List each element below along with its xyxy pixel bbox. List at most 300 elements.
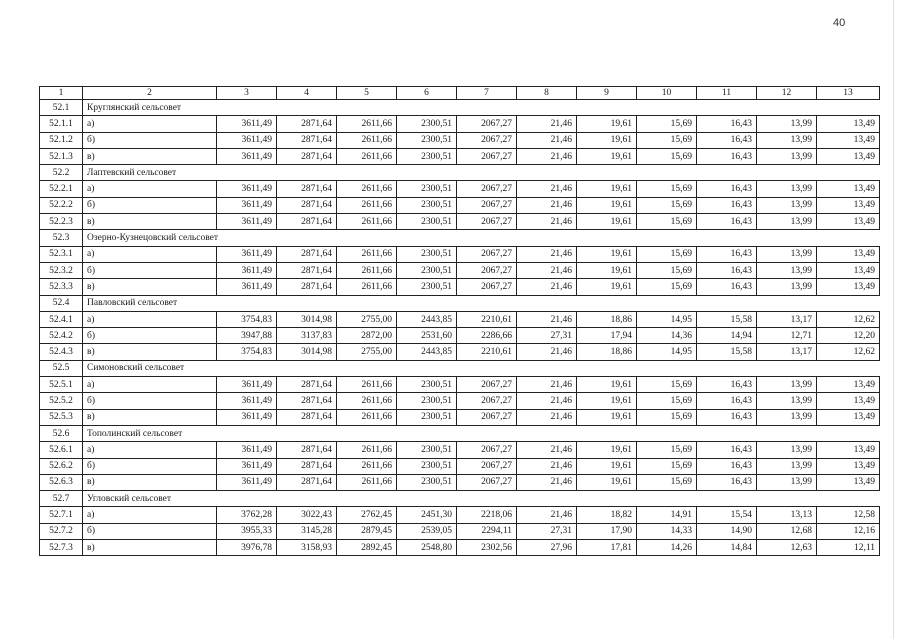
value-cell: 2067,27	[457, 279, 517, 295]
row-id: 52.1.3	[40, 148, 83, 164]
value-cell: 15,69	[637, 393, 697, 409]
value-cell: 2611,66	[337, 458, 397, 474]
row-option-label: в)	[83, 214, 217, 230]
value-cell: 13,49	[817, 197, 880, 213]
value-cell: 12,71	[757, 328, 817, 344]
header-cell: 3	[217, 87, 277, 100]
value-cell: 16,43	[697, 116, 757, 132]
value-cell: 13,99	[757, 197, 817, 213]
value-cell: 2879,45	[337, 523, 397, 539]
value-cell: 2871,64	[277, 458, 337, 474]
value-cell: 2871,64	[277, 214, 337, 230]
section-row	[40, 491, 880, 507]
value-cell: 15,58	[697, 311, 757, 327]
value-cell: 2300,51	[397, 246, 457, 262]
section-row	[40, 100, 880, 116]
value-cell: 21,46	[517, 132, 577, 148]
value-cell: 3976,78	[217, 540, 277, 556]
value-cell: 3611,49	[217, 442, 277, 458]
value-cell: 2443,85	[397, 344, 457, 360]
value-cell: 3611,49	[217, 262, 277, 278]
value-cell: 2755,00	[337, 311, 397, 327]
value-cell: 2443,85	[397, 311, 457, 327]
value-cell: 21,46	[517, 311, 577, 327]
header-cell: 8	[517, 87, 577, 100]
value-cell: 16,43	[697, 148, 757, 164]
row-option-label: б)	[83, 523, 217, 539]
value-cell: 2300,51	[397, 474, 457, 490]
value-cell: 2871,64	[277, 181, 337, 197]
header-cell: 4	[277, 87, 337, 100]
value-cell: 13,49	[817, 409, 880, 425]
row-id: 52.2.3	[40, 214, 83, 230]
value-cell: 13,49	[817, 442, 880, 458]
section-name: Озерно-Кузнецовский сельсовет	[83, 230, 880, 246]
section-row	[40, 425, 880, 441]
row-id: 52.3.2	[40, 262, 83, 278]
value-cell: 21,46	[517, 458, 577, 474]
value-cell: 14,94	[697, 328, 757, 344]
value-cell: 3611,49	[217, 132, 277, 148]
value-cell: 2611,66	[337, 262, 397, 278]
value-cell: 2871,64	[277, 262, 337, 278]
row-id: 52.7.2	[40, 523, 83, 539]
row-id: 52.3.1	[40, 246, 83, 262]
value-cell: 2611,66	[337, 132, 397, 148]
value-cell: 13,99	[757, 148, 817, 164]
header-cell: 5	[337, 87, 397, 100]
value-cell: 3611,49	[217, 393, 277, 409]
value-cell: 21,46	[517, 214, 577, 230]
value-cell: 2067,27	[457, 458, 517, 474]
section-id: 52.3	[40, 230, 83, 246]
section-name: Лаптевский сельсовет	[83, 165, 880, 181]
value-cell: 16,43	[697, 474, 757, 490]
value-cell: 2300,51	[397, 377, 457, 393]
row-option-label: в)	[83, 474, 217, 490]
value-cell: 19,61	[577, 458, 637, 474]
value-cell: 2611,66	[337, 246, 397, 262]
value-cell: 15,69	[637, 279, 697, 295]
value-cell: 2300,51	[397, 262, 457, 278]
value-cell: 2539,05	[397, 523, 457, 539]
value-cell: 19,61	[577, 409, 637, 425]
value-cell: 13,99	[757, 214, 817, 230]
value-cell: 13,13	[757, 507, 817, 523]
value-cell: 15,54	[697, 507, 757, 523]
value-cell: 21,46	[517, 246, 577, 262]
value-cell: 2548,80	[397, 540, 457, 556]
header-cell: 12	[757, 87, 817, 100]
value-cell: 2300,51	[397, 116, 457, 132]
value-cell: 2531,60	[397, 328, 457, 344]
value-cell: 2611,66	[337, 197, 397, 213]
value-cell: 3611,49	[217, 279, 277, 295]
value-cell: 3754,83	[217, 344, 277, 360]
row-option-label: б)	[83, 328, 217, 344]
value-cell: 16,43	[697, 409, 757, 425]
value-cell: 13,99	[757, 409, 817, 425]
value-cell: 21,46	[517, 116, 577, 132]
value-cell: 2067,27	[457, 197, 517, 213]
row-id: 52.6.1	[40, 442, 83, 458]
value-cell: 2611,66	[337, 393, 397, 409]
value-cell: 2611,66	[337, 442, 397, 458]
value-cell: 12,62	[817, 344, 880, 360]
value-cell: 15,58	[697, 344, 757, 360]
value-cell: 3947,88	[217, 328, 277, 344]
value-cell: 13,49	[817, 377, 880, 393]
table-row	[40, 328, 880, 344]
section-id: 52.4	[40, 295, 83, 311]
value-cell: 15,69	[637, 458, 697, 474]
value-cell: 2871,64	[277, 279, 337, 295]
value-cell: 16,43	[697, 442, 757, 458]
value-cell: 2762,45	[337, 507, 397, 523]
value-cell: 19,61	[577, 262, 637, 278]
value-cell: 16,43	[697, 458, 757, 474]
value-cell: 2067,27	[457, 409, 517, 425]
value-cell: 14,36	[637, 328, 697, 344]
section-row	[40, 230, 880, 246]
value-cell: 16,43	[697, 197, 757, 213]
value-cell: 2300,51	[397, 181, 457, 197]
value-cell: 2871,64	[277, 409, 337, 425]
row-id: 52.4.2	[40, 328, 83, 344]
value-cell: 13,49	[817, 474, 880, 490]
value-cell: 2451,30	[397, 507, 457, 523]
value-cell: 2300,51	[397, 214, 457, 230]
value-cell: 2611,66	[337, 377, 397, 393]
value-cell: 2218,06	[457, 507, 517, 523]
row-id: 52.7.1	[40, 507, 83, 523]
value-cell: 3145,28	[277, 523, 337, 539]
value-cell: 21,46	[517, 377, 577, 393]
value-cell: 21,46	[517, 181, 577, 197]
value-cell: 13,99	[757, 279, 817, 295]
row-id: 52.4.3	[40, 344, 83, 360]
value-cell: 13,99	[757, 393, 817, 409]
value-cell: 14,84	[697, 540, 757, 556]
value-cell: 2611,66	[337, 214, 397, 230]
section-id: 52.7	[40, 491, 83, 507]
value-cell: 18,86	[577, 311, 637, 327]
value-cell: 2871,64	[277, 393, 337, 409]
header-cell: 9	[577, 87, 637, 100]
value-cell: 2300,51	[397, 393, 457, 409]
page-edge-line	[893, 0, 894, 639]
value-cell: 2067,27	[457, 474, 517, 490]
value-cell: 19,61	[577, 442, 637, 458]
value-cell: 2210,61	[457, 344, 517, 360]
row-id: 52.1.1	[40, 116, 83, 132]
table-row	[40, 132, 880, 148]
value-cell: 2286,66	[457, 328, 517, 344]
row-option-label: в)	[83, 279, 217, 295]
value-cell: 13,99	[757, 116, 817, 132]
table-row	[40, 540, 880, 556]
value-cell: 16,43	[697, 132, 757, 148]
section-name: Симоновский сельсовет	[83, 360, 880, 376]
value-cell: 2300,51	[397, 279, 457, 295]
value-cell: 2892,45	[337, 540, 397, 556]
value-cell: 2871,64	[277, 132, 337, 148]
value-cell: 3137,83	[277, 328, 337, 344]
value-cell: 13,99	[757, 442, 817, 458]
value-cell: 15,69	[637, 474, 697, 490]
value-cell: 13,99	[757, 132, 817, 148]
table-row	[40, 474, 880, 490]
value-cell: 19,61	[577, 214, 637, 230]
value-cell: 2611,66	[337, 148, 397, 164]
value-cell: 2067,27	[457, 116, 517, 132]
page-number: 40	[833, 17, 846, 29]
row-id: 52.5.2	[40, 393, 83, 409]
section-name: Тополинский сельсовет	[83, 425, 880, 441]
row-id: 52.7.3	[40, 540, 83, 556]
row-option-label: б)	[83, 262, 217, 278]
value-cell: 13,49	[817, 148, 880, 164]
row-option-label: а)	[83, 377, 217, 393]
value-cell: 16,43	[697, 377, 757, 393]
row-option-label: а)	[83, 181, 217, 197]
table-row	[40, 116, 880, 132]
table-row	[40, 507, 880, 523]
value-cell: 2871,64	[277, 246, 337, 262]
value-cell: 3611,49	[217, 214, 277, 230]
value-cell: 3014,98	[277, 311, 337, 327]
value-cell: 21,46	[517, 393, 577, 409]
header-cell: 2	[83, 87, 217, 100]
value-cell: 13,99	[757, 181, 817, 197]
header-cell: 10	[637, 87, 697, 100]
value-cell: 12,58	[817, 507, 880, 523]
section-id: 52.6	[40, 425, 83, 441]
value-cell: 14,90	[697, 523, 757, 539]
value-cell: 16,43	[697, 262, 757, 278]
value-cell: 19,61	[577, 116, 637, 132]
value-cell: 2611,66	[337, 181, 397, 197]
value-cell: 14,91	[637, 507, 697, 523]
value-cell: 18,86	[577, 344, 637, 360]
table-row	[40, 377, 880, 393]
value-cell: 2871,64	[277, 148, 337, 164]
value-cell: 21,46	[517, 507, 577, 523]
value-cell: 16,43	[697, 181, 757, 197]
section-row	[40, 165, 880, 181]
value-cell: 2611,66	[337, 409, 397, 425]
tariff-table	[39, 86, 880, 556]
value-cell: 14,26	[637, 540, 697, 556]
value-cell: 19,61	[577, 197, 637, 213]
value-cell: 2611,66	[337, 116, 397, 132]
value-cell: 14,95	[637, 311, 697, 327]
value-cell: 13,49	[817, 458, 880, 474]
value-cell: 3611,49	[217, 116, 277, 132]
value-cell: 19,61	[577, 132, 637, 148]
row-id: 52.6.3	[40, 474, 83, 490]
value-cell: 13,49	[817, 262, 880, 278]
value-cell: 16,43	[697, 279, 757, 295]
value-cell: 15,69	[637, 181, 697, 197]
value-cell: 21,46	[517, 148, 577, 164]
value-cell: 17,81	[577, 540, 637, 556]
value-cell: 2871,64	[277, 377, 337, 393]
table-row	[40, 344, 880, 360]
value-cell: 15,69	[637, 262, 697, 278]
value-cell: 19,61	[577, 246, 637, 262]
value-cell: 2871,64	[277, 116, 337, 132]
value-cell: 2300,51	[397, 409, 457, 425]
value-cell: 21,46	[517, 344, 577, 360]
table-row	[40, 311, 880, 327]
header-cell: 13	[817, 87, 880, 100]
value-cell: 13,99	[757, 262, 817, 278]
table-row	[40, 458, 880, 474]
value-cell: 18,82	[577, 507, 637, 523]
value-cell: 3754,83	[217, 311, 277, 327]
value-cell: 13,17	[757, 344, 817, 360]
value-cell: 2067,27	[457, 442, 517, 458]
value-cell: 3611,49	[217, 197, 277, 213]
header-cell: 6	[397, 87, 457, 100]
value-cell: 3611,49	[217, 409, 277, 425]
row-option-label: а)	[83, 442, 217, 458]
value-cell: 2067,27	[457, 262, 517, 278]
header-cell: 1	[40, 87, 83, 100]
value-cell: 2067,27	[457, 132, 517, 148]
value-cell: 3611,49	[217, 181, 277, 197]
value-cell: 2300,51	[397, 148, 457, 164]
value-cell: 14,95	[637, 344, 697, 360]
value-cell: 13,49	[817, 246, 880, 262]
value-cell: 2300,51	[397, 132, 457, 148]
value-cell: 15,69	[637, 442, 697, 458]
value-cell: 3158,93	[277, 540, 337, 556]
table-row	[40, 246, 880, 262]
row-id: 52.4.1	[40, 311, 83, 327]
table-row	[40, 523, 880, 539]
table-row	[40, 197, 880, 213]
value-cell: 2067,27	[457, 246, 517, 262]
header-cell: 11	[697, 87, 757, 100]
value-cell: 13,17	[757, 311, 817, 327]
value-cell: 2611,66	[337, 279, 397, 295]
value-cell: 15,69	[637, 148, 697, 164]
value-cell: 2300,51	[397, 442, 457, 458]
value-cell: 21,46	[517, 442, 577, 458]
value-cell: 2302,56	[457, 540, 517, 556]
value-cell: 21,46	[517, 474, 577, 490]
table-row	[40, 442, 880, 458]
value-cell: 2871,64	[277, 474, 337, 490]
value-cell: 21,46	[517, 262, 577, 278]
value-cell: 19,61	[577, 279, 637, 295]
value-cell: 15,69	[637, 246, 697, 262]
value-cell: 21,46	[517, 409, 577, 425]
value-cell: 3955,33	[217, 523, 277, 539]
value-cell: 2210,61	[457, 311, 517, 327]
value-cell: 13,49	[817, 279, 880, 295]
row-option-label: в)	[83, 344, 217, 360]
value-cell: 2067,27	[457, 148, 517, 164]
section-id: 52.1	[40, 100, 83, 116]
value-cell: 21,46	[517, 197, 577, 213]
value-cell: 17,94	[577, 328, 637, 344]
value-cell: 3022,43	[277, 507, 337, 523]
table-header-row	[40, 87, 880, 100]
value-cell: 15,69	[637, 214, 697, 230]
value-cell: 2067,27	[457, 393, 517, 409]
row-option-label: а)	[83, 116, 217, 132]
table-row	[40, 181, 880, 197]
table-row	[40, 393, 880, 409]
section-name: Круглянский сельсовет	[83, 100, 880, 116]
row-id: 52.1.2	[40, 132, 83, 148]
value-cell: 2755,00	[337, 344, 397, 360]
value-cell: 16,43	[697, 214, 757, 230]
row-option-label: а)	[83, 246, 217, 262]
value-cell: 16,43	[697, 393, 757, 409]
row-option-label: в)	[83, 540, 217, 556]
table-row	[40, 148, 880, 164]
value-cell: 13,49	[817, 132, 880, 148]
table-row	[40, 214, 880, 230]
row-option-label: б)	[83, 132, 217, 148]
value-cell: 21,46	[517, 279, 577, 295]
value-cell: 2067,27	[457, 214, 517, 230]
value-cell: 15,69	[637, 197, 697, 213]
value-cell: 27,96	[517, 540, 577, 556]
row-id: 52.2.2	[40, 197, 83, 213]
row-option-label: б)	[83, 458, 217, 474]
value-cell: 12,11	[817, 540, 880, 556]
section-name: Угловский сельсовет	[83, 491, 880, 507]
value-cell: 15,69	[637, 116, 697, 132]
value-cell: 13,49	[817, 116, 880, 132]
value-cell: 3014,98	[277, 344, 337, 360]
value-cell: 2300,51	[397, 197, 457, 213]
value-cell: 12,63	[757, 540, 817, 556]
value-cell: 2067,27	[457, 181, 517, 197]
row-option-label: в)	[83, 409, 217, 425]
section-id: 52.2	[40, 165, 83, 181]
value-cell: 15,69	[637, 132, 697, 148]
value-cell: 13,99	[757, 474, 817, 490]
section-id: 52.5	[40, 360, 83, 376]
value-cell: 3611,49	[217, 474, 277, 490]
row-option-label: в)	[83, 148, 217, 164]
header-cell: 7	[457, 87, 517, 100]
value-cell: 3611,49	[217, 246, 277, 262]
value-cell: 2871,64	[277, 442, 337, 458]
value-cell: 16,43	[697, 246, 757, 262]
value-cell: 17,90	[577, 523, 637, 539]
value-cell: 19,61	[577, 377, 637, 393]
value-cell: 15,69	[637, 409, 697, 425]
table-row	[40, 279, 880, 295]
row-option-label: а)	[83, 311, 217, 327]
value-cell: 19,61	[577, 474, 637, 490]
value-cell: 13,99	[757, 377, 817, 393]
value-cell: 13,49	[817, 181, 880, 197]
value-cell: 2871,64	[277, 197, 337, 213]
value-cell: 12,20	[817, 328, 880, 344]
value-cell: 27,31	[517, 523, 577, 539]
row-id: 52.2.1	[40, 181, 83, 197]
row-option-label: б)	[83, 197, 217, 213]
table-row	[40, 262, 880, 278]
